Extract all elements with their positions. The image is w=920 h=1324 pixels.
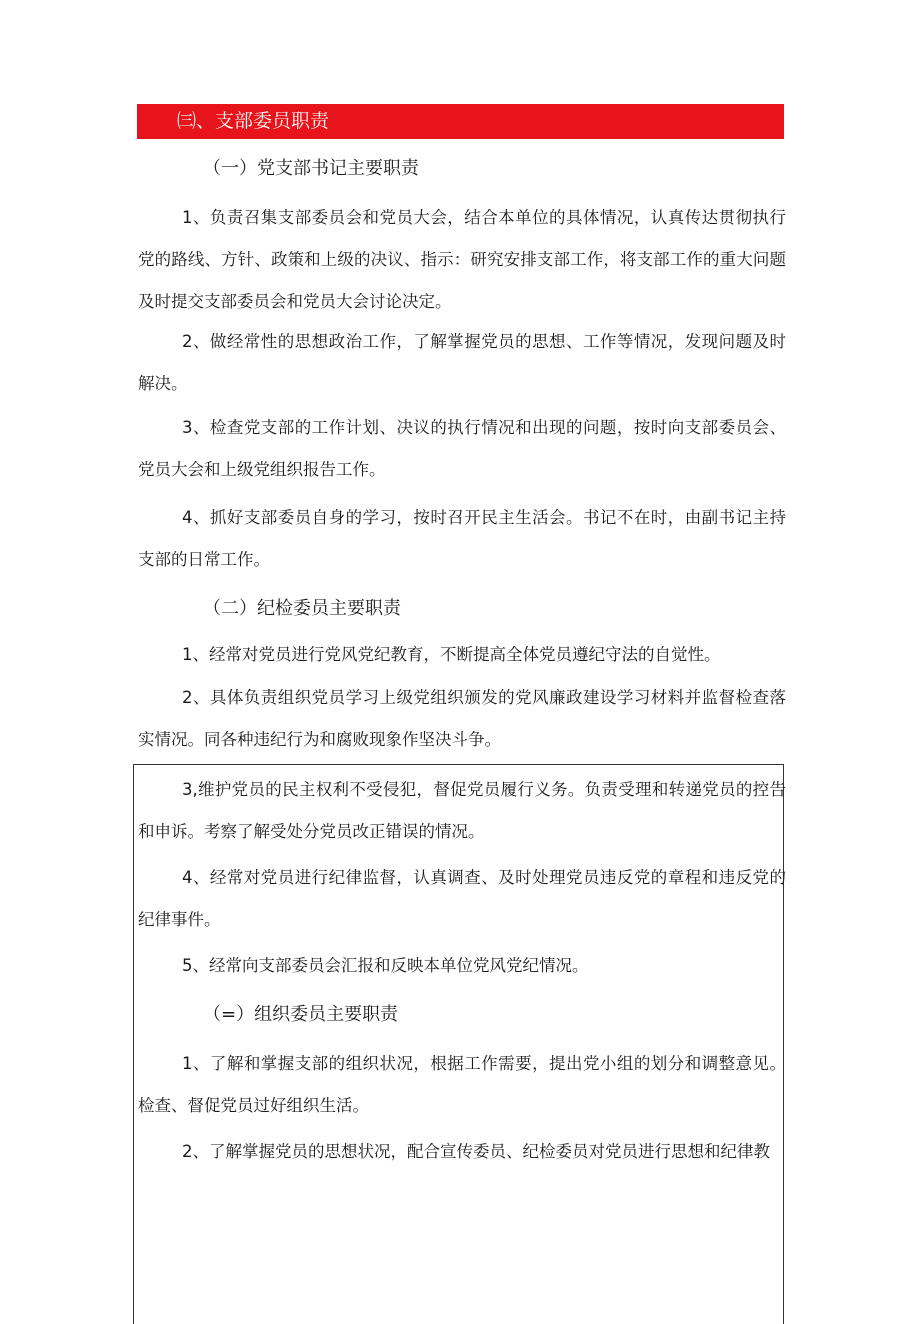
paragraph: 2、做经常性的思想政治工作，了解掌握党员的思想、工作等情况，发现问题及时解决。 [138,332,786,393]
paragraph: 4、抓好支部委员自身的学习，按时召开民主生活会。书记不在时，由副书记主持支部的日常工作。 [138,508,786,569]
paragraph: 5、经常向支部委员会汇报和反映本单位党风党纪情况。 [182,956,589,975]
paragraph: 1、经常对党员进行党风党纪教育，不断提高全体党员遵纪守法的自觉性。 [182,645,721,664]
paragraph: 2、具体负责组织党员学习上级党组织颁发的党风廉政建设学习材料并监督检查落实情况。同各种违纪行为和腐败现象作坚决斗争。 [138,688,786,749]
heading-discipline: （二）纪检委员主要职责 [203,598,401,619]
paragraph: 3、检查党支部的工作计划、决议的执行情况和出现的问题，按时向支部委员会、党员大会和上级党组织报告工作。 [138,418,786,479]
paragraph: 2、了解掌握党员的思想状况，配合宣传委员、纪检委员对党员进行思想和纪律教 [182,1142,770,1161]
heading-organization: （=）组织委员主要职责 [203,1004,399,1025]
section-banner: ㈢、支部委员职责 [137,104,784,139]
paragraph: 1、了解和掌握支部的组织状况，根据工作需要，提出党小组的划分和调整意见。检查、督促党员过好组织生活。 [138,1054,786,1115]
heading-secretary: （一）党支部书记主要职责 [203,158,419,179]
paragraph: 3,维护党员的民主权利不受侵犯，督促党员履行义务。负责受理和转递党员的控告和申诉。考察了解受处分党员改正错误的情况。 [138,780,786,841]
paragraph: 1、负责召集支部委员会和党员大会，结合本单位的具体情况，认真传达贯彻执行党的路线、方针、政策和上级的决议、指示：研究安排支部工作，将支部工作的重大问题及时提交支部委员会和党员大会讨论决定。 [138,208,786,311]
paragraph: 4、经常对党员进行纪律监督，认真调查、及时处理党员违反党的章程和违反党的纪律事件。 [138,868,786,929]
